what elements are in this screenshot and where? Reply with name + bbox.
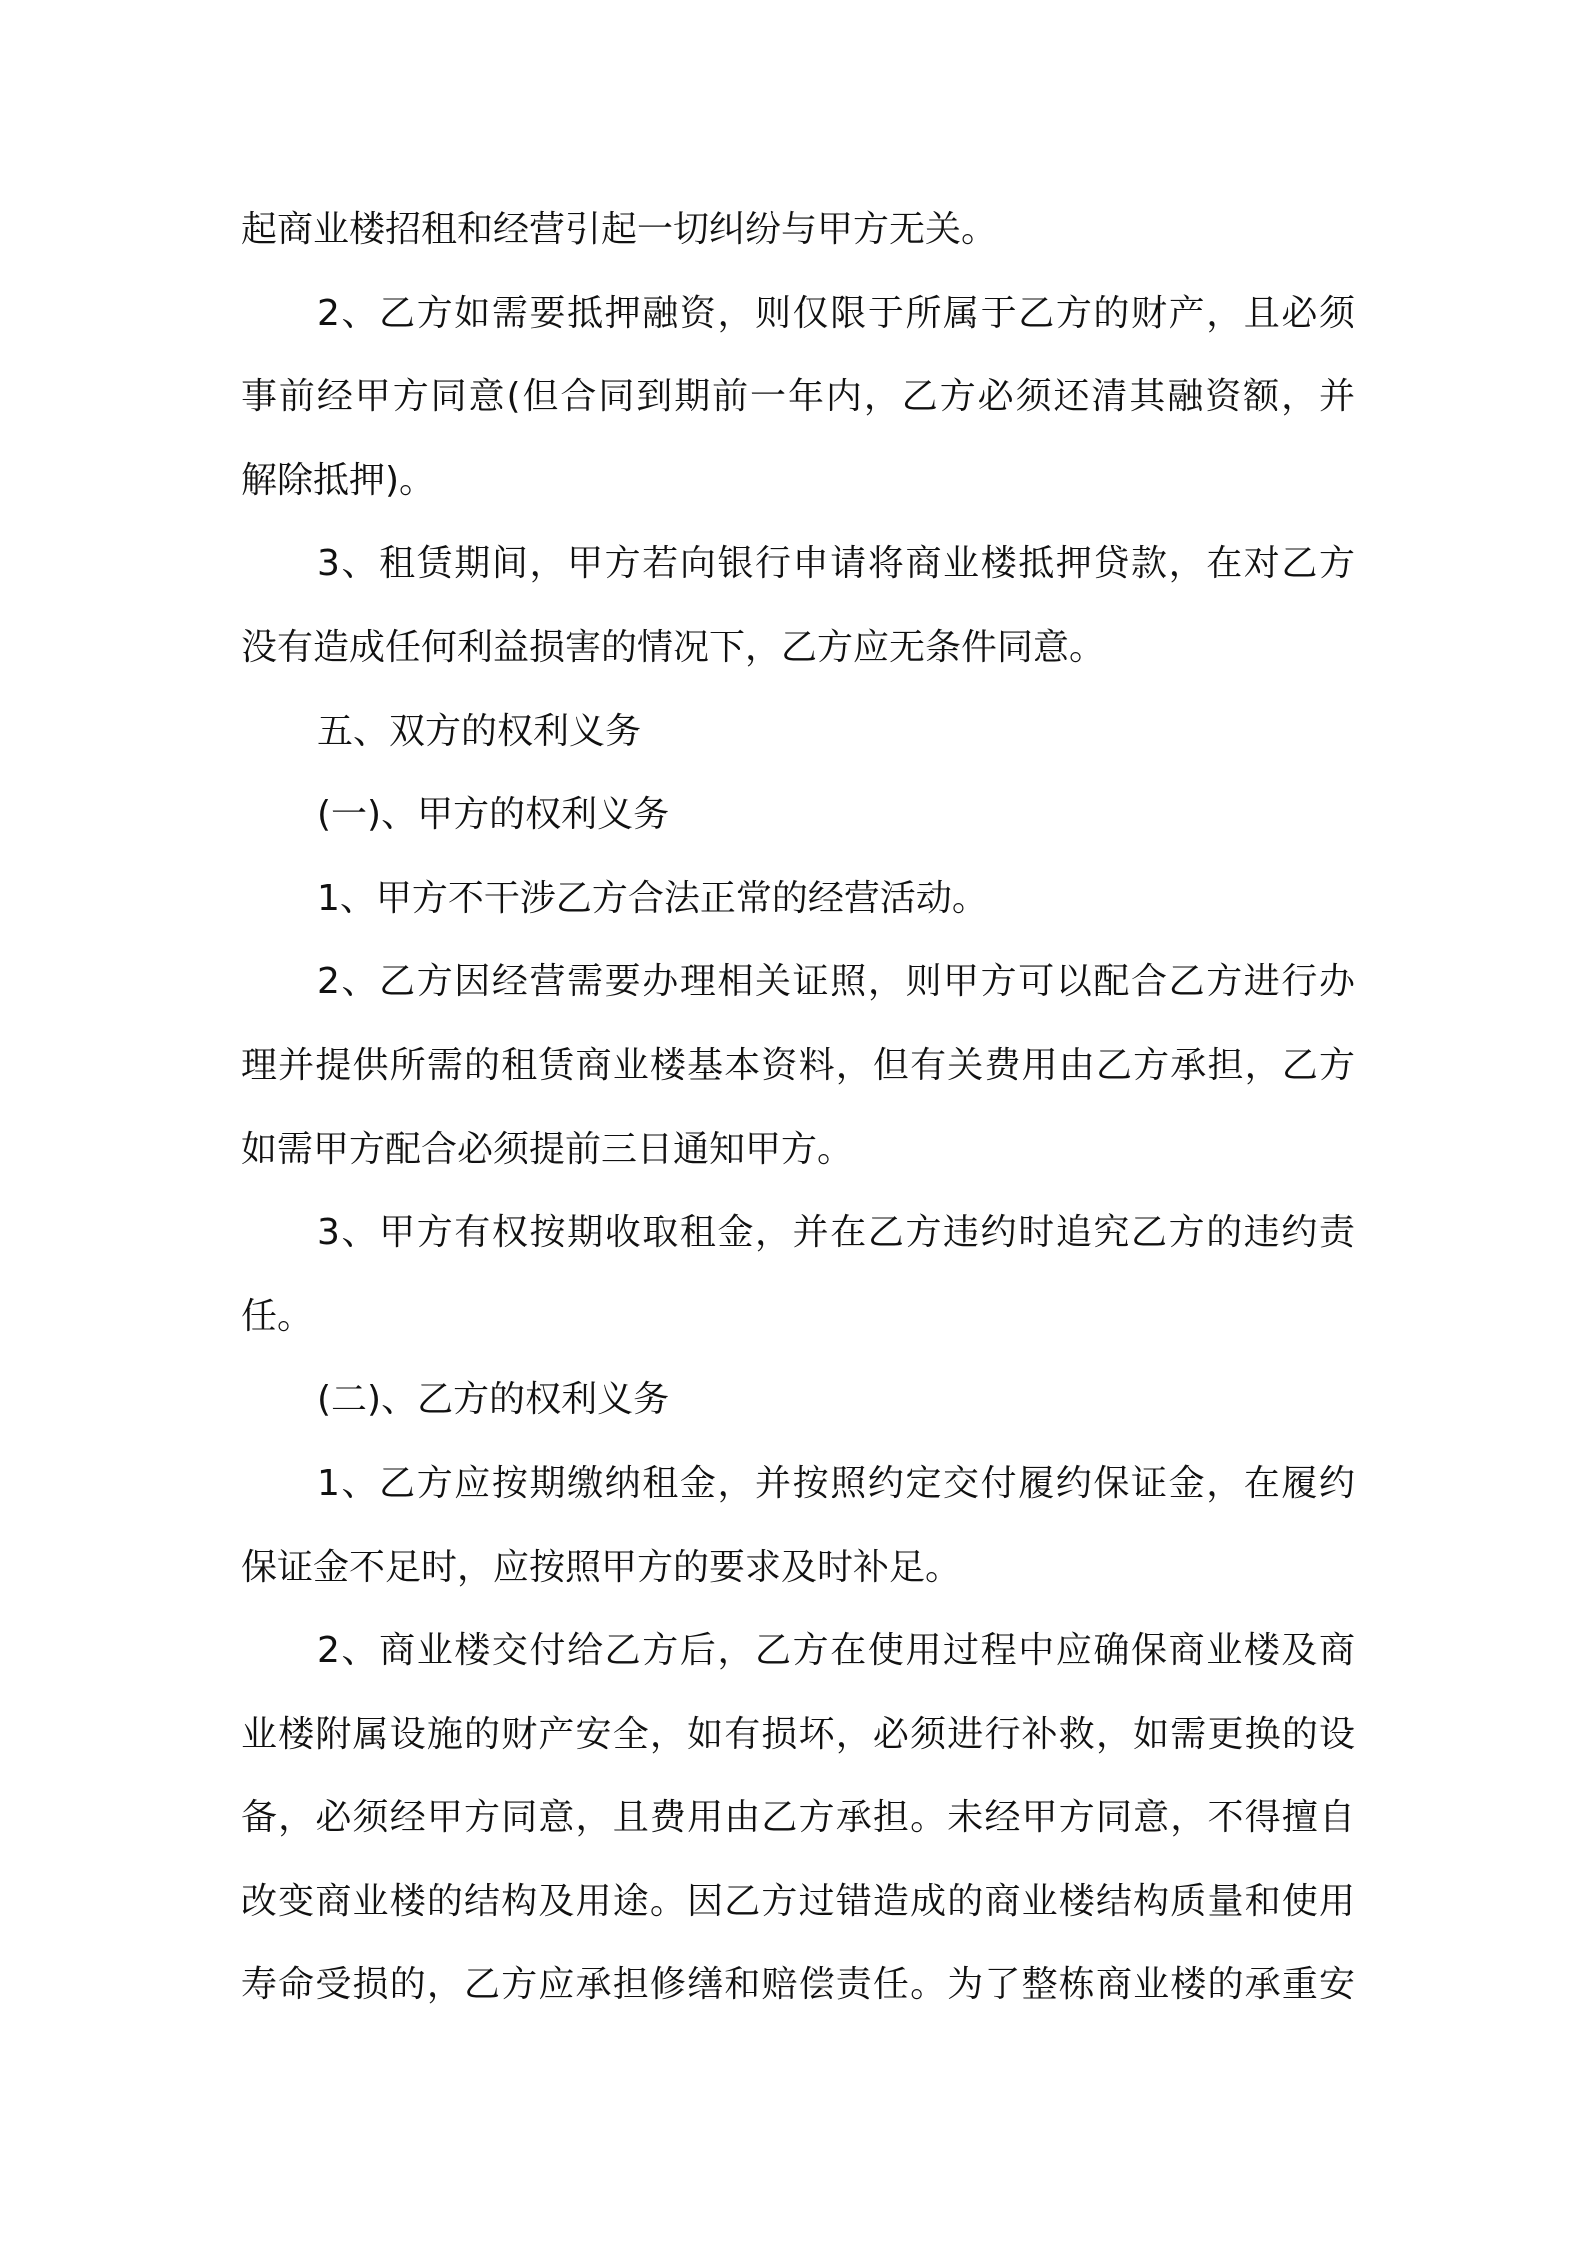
line-text: (一)、甲方的权利义务 bbox=[317, 794, 670, 836]
line-text: 备，必须经甲方同意，且费用由乙方承担。未经甲方同意，不得擅自 bbox=[241, 1797, 1355, 1839]
text-line bbox=[241, 522, 1355, 606]
text-line bbox=[241, 1609, 1355, 1693]
line-text: (二)、乙方的权利义务 bbox=[317, 1379, 670, 1421]
text-line bbox=[241, 355, 1355, 439]
line-text: 如需甲方配合必须提前三日通知甲方。 bbox=[241, 1128, 854, 1170]
text-line bbox=[241, 1943, 1355, 2027]
line-text: 改变商业楼的结构及用途。因乙方过错造成的商业楼结构质量和使用 bbox=[241, 1880, 1355, 1922]
text-line bbox=[241, 1776, 1355, 1860]
line-text: 1、甲方不干涉乙方合法正常的经营活动。 bbox=[317, 877, 988, 919]
text-line bbox=[241, 188, 1355, 272]
line-text: 起商业楼招租和经营引起一切纠纷与甲方无关。 bbox=[241, 209, 998, 250]
text-line bbox=[241, 1442, 1355, 1526]
line-text: 解除抵押)。 bbox=[241, 459, 436, 501]
line-text: 3、甲方有权按期收取租金，并在乙方违约时追究乙方的违约责 bbox=[317, 1212, 1355, 1254]
line-text: 保证金不足时，应按照甲方的要求及时补足。 bbox=[241, 1546, 962, 1588]
text-line bbox=[241, 857, 1355, 941]
text-line bbox=[241, 1526, 1355, 1610]
text-line bbox=[241, 272, 1355, 356]
text-line bbox=[241, 940, 1355, 1024]
line-text: 事前经甲方同意(但合同到期前一年内，乙方必须还清其融资额，并 bbox=[241, 376, 1355, 418]
text-line bbox=[241, 1191, 1355, 1275]
subsection-heading bbox=[241, 773, 1355, 857]
text-line bbox=[241, 606, 1355, 690]
text-line bbox=[241, 1108, 1355, 1192]
text-line bbox=[241, 1024, 1355, 1108]
line-text: 1、乙方应按期缴纳租金，并按照约定交付履约保证金，在履约 bbox=[317, 1462, 1355, 1504]
text-line bbox=[241, 1693, 1355, 1777]
document-body bbox=[241, 188, 1355, 2027]
line-text: 寿命受损的，乙方应承担修缮和赔偿责任。为了整栋商业楼的承重安 bbox=[241, 1964, 1355, 2006]
text-line bbox=[241, 1275, 1355, 1359]
subsection-heading bbox=[241, 1358, 1355, 1442]
line-text: 2、乙方如需要抵押融资，则仅限于所属于乙方的财产，且必须 bbox=[317, 292, 1355, 334]
line-text: 2、乙方因经营需要办理相关证照，则甲方可以配合乙方进行办 bbox=[317, 961, 1355, 1003]
text-line bbox=[241, 1860, 1355, 1944]
line-text: 业楼附属设施的财产安全，如有损坏，必须进行补救，如需更换的设 bbox=[241, 1713, 1355, 1755]
line-text: 没有造成任何利益损害的情况下，乙方应无条件同意。 bbox=[241, 626, 1106, 668]
line-text: 五、双方的权利义务 bbox=[317, 710, 642, 752]
line-text: 任。 bbox=[241, 1295, 314, 1337]
line-text: 理并提供所需的租赁商业楼基本资料，但有关费用由乙方承担，乙方 bbox=[241, 1044, 1355, 1086]
line-text: 2、商业楼交付给乙方后，乙方在使用过程中应确保商业楼及商 bbox=[317, 1630, 1355, 1672]
section-heading bbox=[241, 690, 1355, 774]
line-text: 3、租赁期间，甲方若向银行申请将商业楼抵押贷款，在对乙方 bbox=[317, 543, 1355, 585]
text-line bbox=[241, 439, 1355, 523]
